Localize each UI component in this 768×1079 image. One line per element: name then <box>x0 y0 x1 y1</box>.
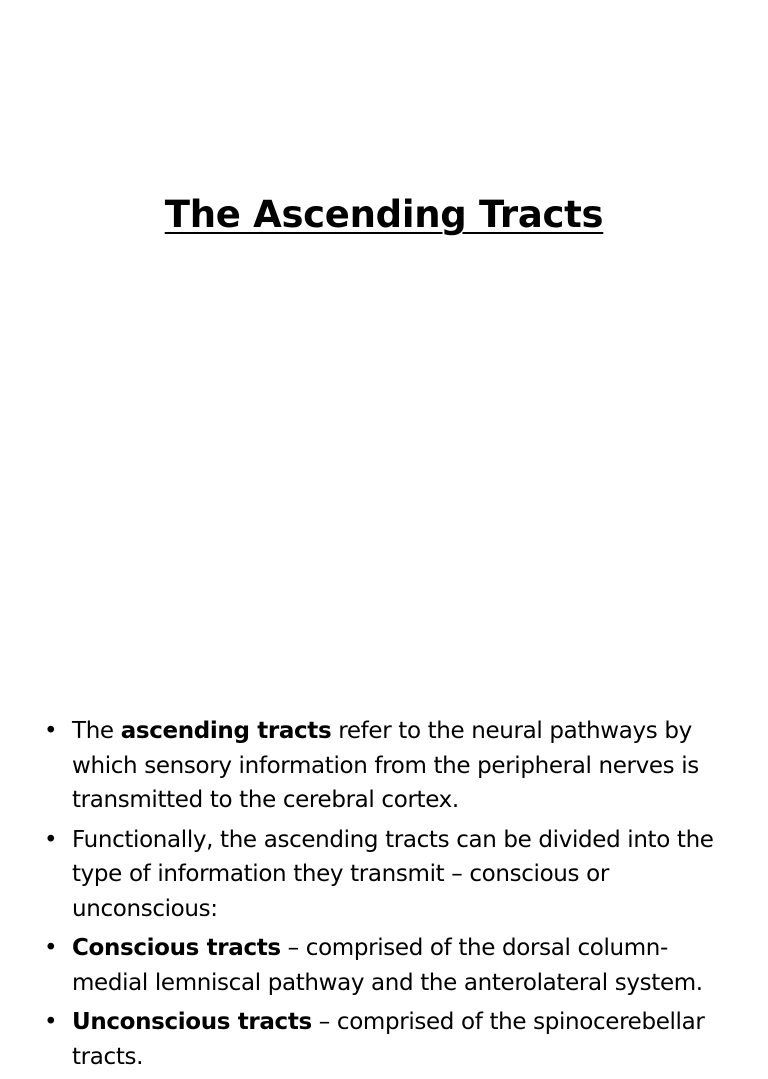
bullet-item <box>40 714 740 818</box>
bullet-dot-icon: • <box>44 826 58 853</box>
bullet-item <box>40 823 740 927</box>
bullet-text: refer to the neural pathways by which sensory information from the peripheral nerves is transmitted to the cerebral cortex. <box>72 718 699 813</box>
bullet-text: Functionally, the ascending tracts can be divided into the type of information they transmit – conscious or unconscious: <box>72 826 714 922</box>
bullet-item <box>40 1005 740 1074</box>
bullet-dot-icon: • <box>44 718 58 744</box>
bullet-item <box>40 931 740 1000</box>
bullet-lead-text: The <box>72 718 121 744</box>
bullet-bold-text: Conscious tracts <box>72 935 281 961</box>
bullet-text: – comprised of the spinocerebellar tracts. <box>72 1009 705 1070</box>
slide-title: The Ascending Tracts <box>164 193 604 236</box>
bullet-bold-text: Unconscious tracts <box>72 1009 312 1035</box>
bullet-dot-icon: • <box>44 1009 58 1035</box>
bullet-text: – comprised of the dorsal column-medial lemniscal pathway and the anterolateral system. <box>72 935 703 996</box>
bullet-dot-icon: • <box>44 935 58 961</box>
bullet-bold-text: ascending tracts <box>120 718 332 744</box>
bullet-list <box>40 714 740 1079</box>
